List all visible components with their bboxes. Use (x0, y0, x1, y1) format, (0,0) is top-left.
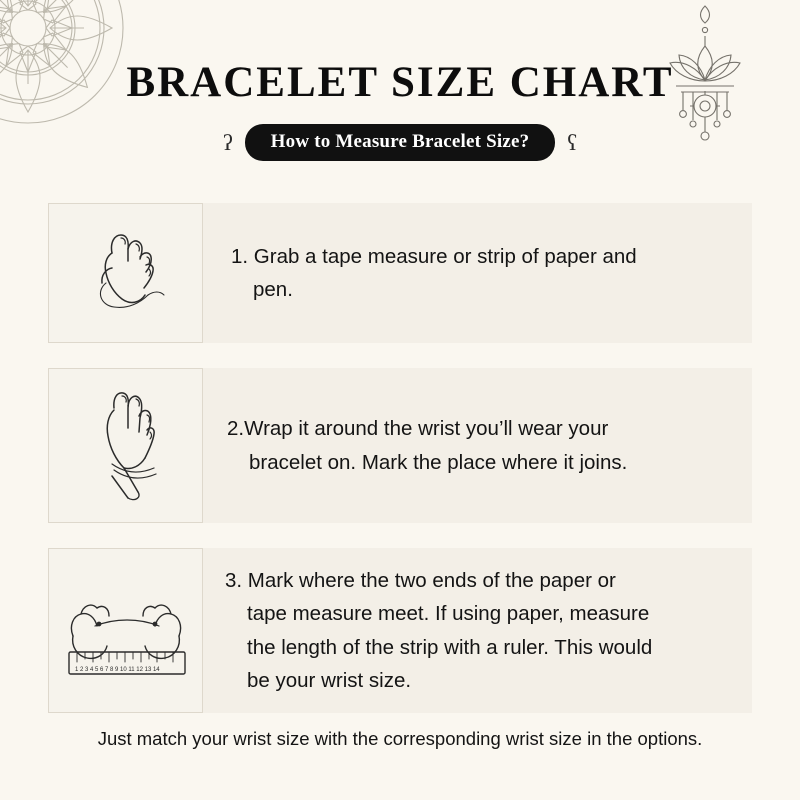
subtitle-row (0, 124, 800, 161)
step-3-line-3: the length of the strip with a ruler. This would (247, 635, 653, 659)
step-item-1 (48, 203, 752, 343)
step-2-line-1: 2.Wrap it around the wrist you’ll wear your (227, 417, 609, 441)
step-3-line-4: be your wrist size. (247, 668, 412, 692)
step-1-line-2: pen. (253, 278, 293, 301)
wrist-wrap-illustration (48, 368, 203, 523)
page-title: BRACELET SIZE CHART (126, 59, 674, 106)
step-item-3 (48, 548, 752, 713)
subtitle-badge: How to Measure Bracelet Size? (245, 124, 556, 161)
step-3-line-2: tape measure meet. If using paper, measure (247, 602, 650, 626)
footer-note: Just match your wrist size with the corresponding wrist size in the options. (97, 728, 703, 749)
flourish-left-icon: ʕ (222, 129, 233, 155)
step-1-line-1: 1. Grab a tape measure or strip of paper and (231, 244, 637, 268)
ruler-measure-illustration (48, 548, 203, 713)
steps-list (48, 203, 752, 738)
step-2-line-2: bracelet on. Mark the place where it joins. (249, 450, 628, 474)
svg-text:1 2 3 4 5 6 7 8 9 10 11 12 13: 1 2 3 4 5 6 7 8 9 10 11 12 13 14 (74, 666, 160, 673)
step-text-2 (203, 368, 752, 523)
step-item-2 (48, 368, 752, 523)
step-text-1 (203, 203, 752, 343)
step-text-3 (203, 548, 752, 713)
step-3-line-1: 3. Mark where the two ends of the paper or (225, 569, 616, 593)
flourish-right-icon: ʕ (567, 129, 578, 155)
hand-with-tape-illustration (48, 203, 203, 343)
